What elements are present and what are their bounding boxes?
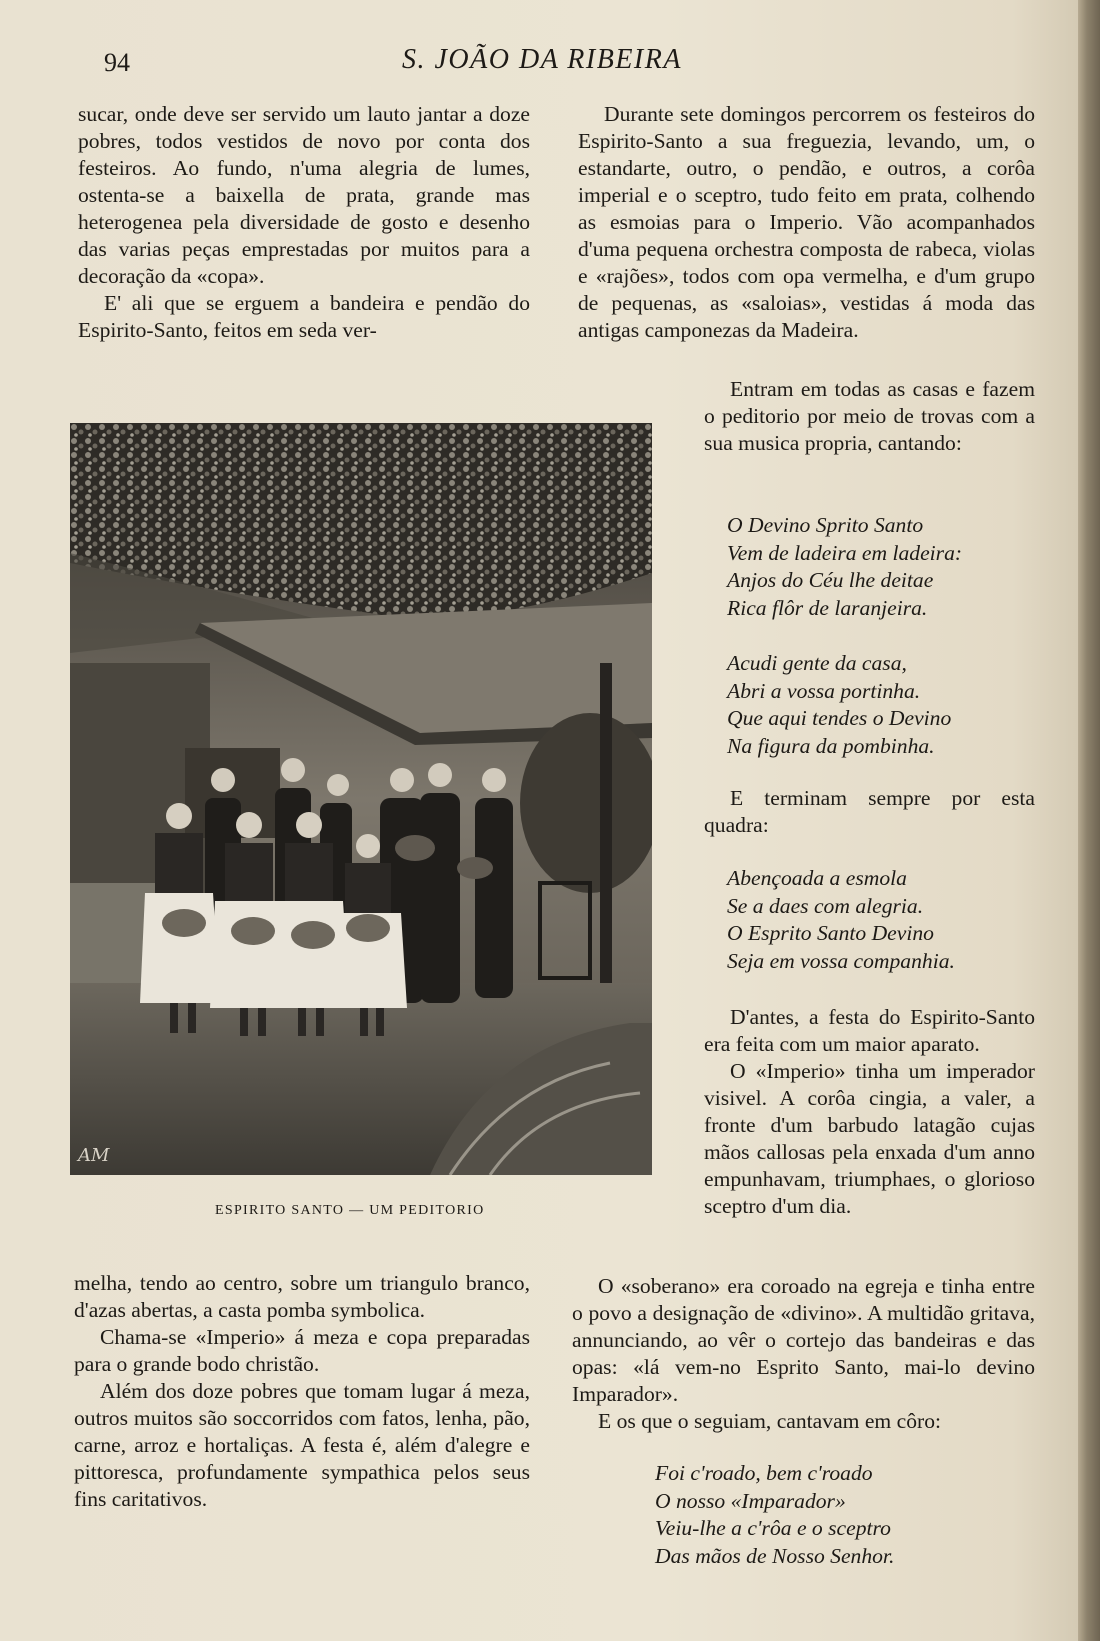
paragraph: E' ali que se erguem a bandeira e pendão do Espirito-Santo, feitos em seda ver- — [78, 291, 530, 342]
verse-line: Na figura da pombinha. — [727, 733, 935, 758]
page-edge-shadow — [1078, 0, 1100, 1641]
verse-line: Seja em vossa companhia. — [727, 948, 955, 973]
verse-line: O Devino Sprito Santo — [727, 513, 924, 537]
stanza-3 — [727, 865, 955, 975]
right-column-narrow — [704, 376, 1035, 457]
paragraph: Chama-se «Imperio» á meza e copa preparadas para o grande bodo christão. — [74, 1325, 530, 1376]
stanza-2 — [727, 650, 951, 760]
verse-line: O nosso «Imparador» — [655, 1488, 846, 1513]
verse-line: Foi c'roado, bem c'roado — [655, 1461, 873, 1485]
right-column-lower-narrow — [704, 1004, 1035, 1220]
stanza-1 — [727, 512, 962, 622]
paragraph: O «Imperio» tinha um imperador visivel. A corôa cingia, a valer, a fronte d'um barbudo latagão cujas mãos callosas pela enxada d'um anno empunhavam, triumphaes, o glorioso sceptro d'um dia. — [704, 1059, 1035, 1218]
paragraph: melha, tendo ao centro, sobre um triangulo branco, d'azas abertas, a casta pomba symbolica. — [74, 1271, 530, 1322]
right-column-bottom — [572, 1273, 1035, 1435]
verse-line: Que aqui tendes o Devino — [727, 706, 952, 730]
photo-signature: AM — [78, 1145, 110, 1166]
page-number: 94 — [104, 48, 130, 77]
left-column-top — [78, 101, 530, 344]
paragraph: Entram em todas as casas e fazem o peditorio por meio de trovas com a sua musica propria, cantando: — [704, 377, 1035, 455]
verse-line: Vem de ladeira em ladeira: — [727, 540, 963, 565]
verse-line: Veiu-lhe a c'rôa e o sceptro — [655, 1516, 891, 1540]
right-column-top — [578, 101, 1035, 344]
verse-line: Rica flôr de laranjeira. — [727, 595, 928, 620]
running-head: S. JOÃO DA RIBEIRA — [402, 44, 682, 75]
left-column-bottom — [74, 1270, 530, 1513]
verse-line: Abri a vossa portinha. — [727, 678, 921, 703]
verse-line: Abençoada a esmola — [727, 866, 907, 890]
paragraph: Durante sete domingos percorrem os festeiros do Espirito-Santo a sua freguezia, levando, um, o estandarte, outro, o pendão, e outros, a corôa imperial e o sceptro, tudo feito em prata, colhendo as esmoias para o Imperio. Vão acompanhados d'uma pequena orchestra composta de rabeca, violas e «rajões», todos com opa vermelha, e d'um grupo de pequenas, as «saloias», vestidas á moda das antigas camponezas da Madeira. — [578, 102, 1035, 342]
paragraph: D'antes, a festa do Espirito-Santo era feita com um maior aparato. — [704, 1005, 1035, 1056]
verse-line: Se a daes com alegria. — [727, 893, 924, 918]
verse-line: Das mãos de Nosso Senhor. — [655, 1543, 895, 1568]
stanza-4 — [655, 1460, 894, 1570]
paragraph: E terminam sempre por esta quadra: — [704, 786, 1035, 837]
right-column-mid — [704, 785, 1035, 839]
paragraph: E os que o seguiam, cantavam em côro: — [598, 1409, 941, 1433]
photo-caption: ESPIRITO SANTO — UM PEDITORIO — [215, 1203, 485, 1218]
paragraph: Além dos doze pobres que tomam lugar á meza, outros muitos são soccorridos com fatos, lenha, pão, carne, arroz e hortaliças. A festa é, além d'alegre e pittoresca, profundamente sympathica pelos seus fins caritativos. — [74, 1379, 530, 1511]
verse-line: O Esprito Santo Devino — [727, 921, 934, 945]
paragraph: sucar, onde deve ser servido um lauto jantar a doze pobres, todos vestidos de novo por conta dos festeiros. Ao fundo, n'uma alegria de lumes, ostenta-se a baixella de prata, grande mas heterogenea pela diversidade de gosto e desenho das varias peças emprestadas por muitos para a decoração da «copa». — [78, 102, 530, 288]
paragraph: O «soberano» era coroado na egreja e tinha entre o povo a designação de «divino». A multidão gritava, annunciando, ao vêr o cortejo das bandeiras e das opas: «lá vem-no Esprito Santo, mai-lo devino Imparador». — [572, 1274, 1035, 1406]
verse-line: Anjos do Céu lhe deitae — [727, 568, 934, 592]
verse-line: Acudi gente da casa, — [727, 651, 907, 675]
photograph-peditorio — [70, 423, 652, 1175]
